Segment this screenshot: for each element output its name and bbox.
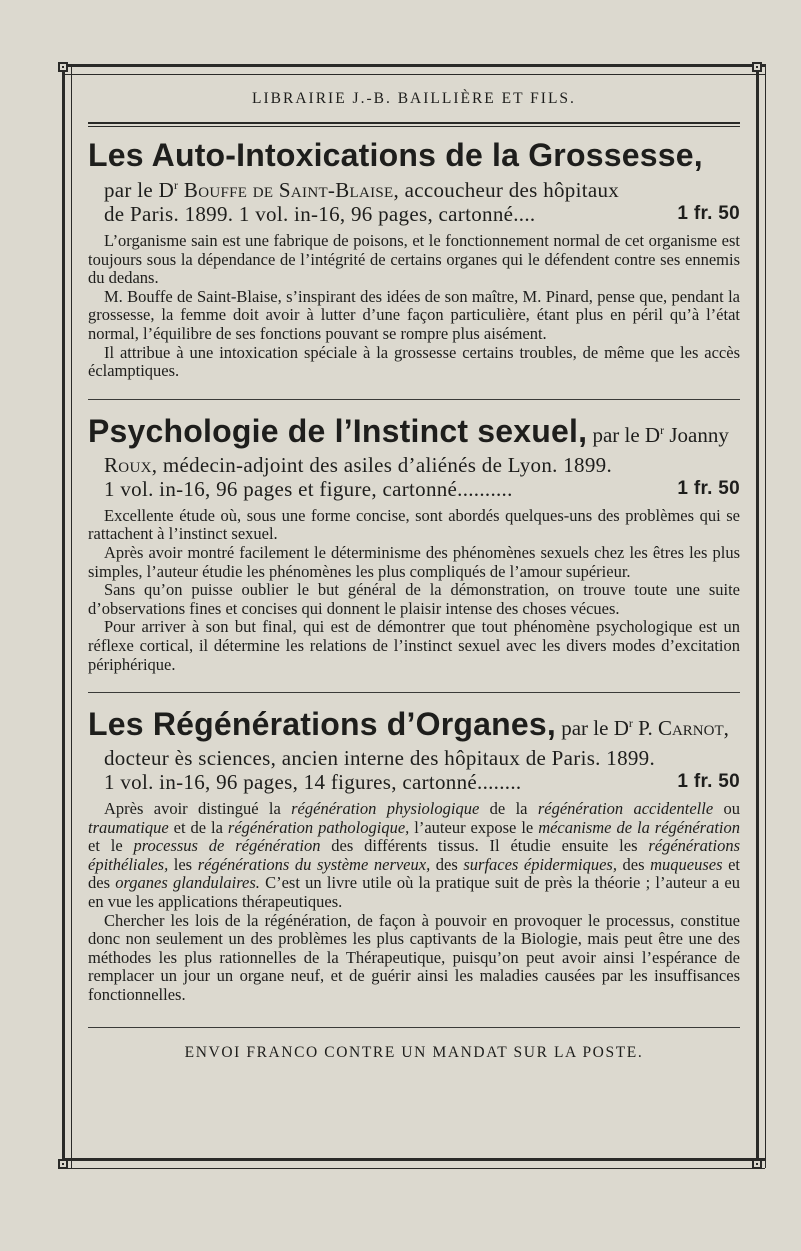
section-divider bbox=[88, 692, 740, 693]
footer-note: ENVOI FRANCO CONTRE UN MANDAT SUR LA POSTE. bbox=[184, 1043, 644, 1061]
book-price: 1 fr. 50 bbox=[677, 477, 740, 499]
book-description bbox=[88, 800, 740, 1005]
description-paragraph: Après avoir montré facilement le déterminisme des phénomènes sexuels chez les êtres les plus simples, l’auteur étudie les phénomènes les plus compliqués de l’amour supérieur. bbox=[88, 542, 740, 581]
book-biblio-line: 1 vol. in-16, 96 pages, 14 figures, cartonné........ 1 fr. 50 bbox=[104, 770, 740, 795]
corner-ornament bbox=[58, 1159, 68, 1169]
description-paragraph: Sans qu’on puisse oublier le but général de la démonstration, on trouve toute une suite d’observations fines et concises qui donnent le plaisir intense des choses vécues. bbox=[88, 580, 740, 618]
page-border-left bbox=[62, 64, 72, 1168]
book-entry bbox=[88, 137, 740, 381]
book-author-line: docteur ès sciences, ancien interne des hôpitaux de Paris. 1899. bbox=[104, 746, 656, 771]
author-name: Roux, bbox=[104, 452, 158, 477]
description-paragraph: Après avoir distingué la régénération physiologique de la régénération accidentelle ou traumatique et de la régénération pathologique, l’auteur expose le mécanisme de la régénération et le processus de régénération des différents tissus. Il étudie ensuite les régénérations épithéliales, les régénérations du système nerveux, des surfaces épidermiques, des muqueuses et des organes glandulaires. C’est un livre utile où la pratique suit de près la théorie ; l’auteur a eu en vue les applications thérapeutiques. bbox=[88, 799, 741, 912]
book-entry bbox=[88, 412, 740, 674]
page-content bbox=[88, 90, 740, 1062]
corner-ornament bbox=[752, 62, 762, 72]
page-border-bottom bbox=[62, 1158, 765, 1169]
page-border-right bbox=[756, 64, 766, 1168]
description-paragraph: Chercher les lois de la régénération, de façon à pouvoir en provoquer le processus, constitue donc non seulement un des problèmes les plus captivants de la Biologie, mais peut être une des méthodes les plus rationnelles de la Thérapeutique, puisqu’on peut avoir ainsi l’espérance de remplacer un jour un organe neuf, et de guérir ainsi les maladies causées par les insuffisances fonctionnelles. bbox=[88, 910, 740, 1005]
corner-ornament bbox=[58, 62, 68, 72]
description-paragraph: Il attribue à une intoxication spéciale à la grossesse certains troubles, de même que les accès éclamptiques. bbox=[88, 342, 740, 381]
corner-ornament bbox=[752, 1159, 762, 1169]
book-biblio-line: 1 vol. in-16, 96 pages et figure, cartonné.......... 1 fr. 50 bbox=[104, 476, 740, 501]
book-title: Les Auto-Intoxications de la Grossesse, bbox=[88, 137, 703, 173]
description-paragraph: Excellente étude où, sous une forme concise, sont abordés quelques-uns des problèmes qui se rattachent à l’instinct sexuel. bbox=[88, 505, 740, 544]
description-paragraph: L’organisme sain est une fabrique de poisons, et le fonctionnement normal de cet organisme est toujours sous la dépendance de l’intégrité de certains organes qui le défendent contre ses ennemis du dedans. bbox=[88, 231, 740, 288]
description-paragraph: M. Bouffe de Saint-Blaise, s’inspirant des idées de son maître, M. Pinard, pense que, pendant la grossesse, la femme doit avoir à lutter d’une façon particulière, étant plus en péril qu’à l’état normal, l’équilibre de ses fonctions pouvant se rompre plus aisément. bbox=[88, 286, 740, 343]
section-divider bbox=[88, 1027, 740, 1028]
book-title: Psychologie de l’Instinct sexuel, par le $D^r$ Joanny bbox=[88, 412, 729, 449]
book-author-line: par le $D^r$ Bouffe de Saint-Blaise, accoucheur des hôpitaux bbox=[104, 178, 620, 202]
book-biblio-line: de Paris. 1899. 1 vol. in-16, 96 pages, cartonné.... 1 fr. 50 bbox=[104, 202, 740, 226]
book-author-line: Roux, médecin-adjoint des asiles d’aliénés de Lyon. 1899. bbox=[104, 452, 612, 477]
book-description bbox=[88, 507, 740, 674]
author-name: Bouffe de Saint-Blaise, bbox=[178, 178, 400, 202]
book-price: 1 fr. 50 bbox=[677, 203, 740, 224]
section-divider bbox=[88, 399, 740, 400]
page-border-top bbox=[62, 64, 765, 75]
book-title: Les Régénérations d’Organes, par le $D^r$ P. Carnot, bbox=[88, 706, 729, 743]
book-description bbox=[88, 232, 740, 381]
book-price: 1 fr. 50 bbox=[677, 771, 740, 793]
publisher-header: LIBRAIRIE J.-B. BAILLIÈRE ET FILS. bbox=[252, 90, 576, 107]
book-entry bbox=[88, 705, 740, 1005]
header-rule bbox=[88, 122, 740, 127]
description-paragraph: Pour arriver à son but final, qui est de démontrer que tout phénomène psychologique est un réflexe cortical, il détermine les relations de l’instinct sexuel avec les divers modes d’excitation périphérique. bbox=[88, 617, 740, 674]
